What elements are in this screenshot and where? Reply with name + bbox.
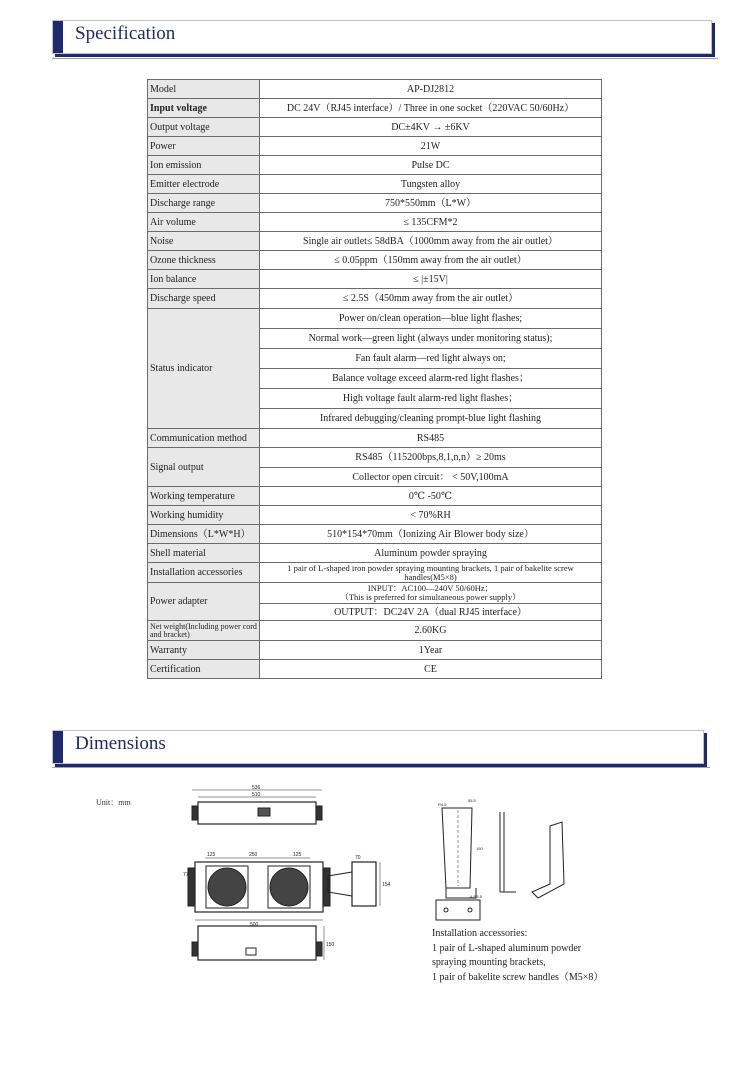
row-value: 1Year xyxy=(260,641,602,660)
bracket-drawing xyxy=(436,798,564,920)
row-label: Ion emission xyxy=(148,156,260,175)
row-value: AP-DJ2812 xyxy=(260,80,602,99)
row-value: Single air outlet≤ 58dBA（1000mm away from the air outlet） xyxy=(260,232,602,251)
table-row xyxy=(148,487,602,506)
table-row xyxy=(148,270,602,289)
dim-label: 70 xyxy=(355,855,361,861)
dim-label: 510 xyxy=(252,792,261,798)
table-row xyxy=(148,583,602,604)
specification-header xyxy=(52,20,712,54)
notes-line: 1 pair of bakelite screw handles（M5×8） xyxy=(432,971,604,983)
table-row xyxy=(148,525,602,544)
dim-label: 55.5 xyxy=(468,798,476,803)
dim-label: 125 xyxy=(293,852,302,858)
row-value: 750*550mm（L*W） xyxy=(260,194,602,213)
table-row xyxy=(148,251,602,270)
row-label: Net weight(Including power cord and bracket) xyxy=(148,621,260,641)
table-row xyxy=(148,156,602,175)
row-label: Shell material xyxy=(148,544,260,563)
row-label: Discharge speed xyxy=(148,289,260,309)
row-label: Power xyxy=(148,137,260,156)
dim-label: 536 xyxy=(252,785,261,791)
row-label: Air volume xyxy=(148,213,260,232)
row-label: Ion balance xyxy=(148,270,260,289)
row-label: Input voltage xyxy=(148,99,260,118)
table-row xyxy=(148,80,602,99)
table-row xyxy=(148,289,602,309)
table-row xyxy=(148,563,602,583)
row-value: Tungsten alloy xyxy=(260,175,602,194)
row-label: Signal output xyxy=(148,448,260,487)
row-value: OUTPUT：DC24V 2A（dual RJ45 interface） xyxy=(260,604,602,621)
row-value: Normal work—green light (always under monitoring status); xyxy=(260,329,602,349)
row-value: 510*154*70mm（Ionizing Air Blower body size） xyxy=(260,525,602,544)
row-label: Power adapter xyxy=(148,583,260,621)
table-row xyxy=(148,660,602,679)
header-accent xyxy=(53,21,63,53)
adapter-input: INPUT：AC100—240V 50/60Hz； xyxy=(367,583,494,593)
row-value: ≤ 2.5S（450mm away from the air outlet） xyxy=(260,289,602,309)
dim-label: 154 xyxy=(382,882,391,888)
row-label: Certification xyxy=(148,660,260,679)
row-value: Power on/clean operation—blue light flashes; xyxy=(260,309,602,329)
row-value: Aluminum powder spraying xyxy=(260,544,602,563)
table-row xyxy=(148,213,602,232)
row-label: Communication method xyxy=(148,429,260,448)
table-row xyxy=(148,232,602,251)
notes-line: spraying mounting brackets, xyxy=(432,957,546,968)
section-title: Specification xyxy=(75,23,176,44)
row-value: Balance voltage exceed alarm-red light flashes； xyxy=(260,369,602,389)
table-row xyxy=(148,175,602,194)
row-value: < 70%RH xyxy=(260,506,602,525)
table-row xyxy=(148,429,602,448)
row-value: CE xyxy=(260,660,602,679)
row-value: Fan fault alarm—red light always on; xyxy=(260,349,602,369)
adapter-note: （This is preferred for simultaneous power supply） xyxy=(340,592,521,602)
row-label: Installation accessories xyxy=(148,563,260,583)
table-row xyxy=(148,641,602,660)
row-label: Model xyxy=(148,80,260,99)
table-row xyxy=(148,448,602,468)
table-row xyxy=(148,621,602,641)
row-value: Collector open circuit： < 50V,100mA xyxy=(260,468,602,487)
table-row xyxy=(148,99,602,118)
dim-label: 150 xyxy=(326,942,335,948)
row-value: 1 pair of L-shaped iron powder spraying mounting brackets, 1 pair of bakelite screw handles(M5×8) xyxy=(260,563,602,583)
side-view-drawing xyxy=(328,855,391,906)
row-value: DC 24V（RJ45 interface）/ Three in one socket（220VAC 50/60Hz） xyxy=(260,99,602,118)
dim-label: 4-R5.5 xyxy=(470,894,483,899)
specification-table xyxy=(147,79,602,679)
row-value: 21W xyxy=(260,137,602,156)
front-view-drawing xyxy=(183,852,330,928)
dim-label: 190 xyxy=(476,846,483,851)
row-label: Warranty xyxy=(148,641,260,660)
row-value: ≤ 135CFM*2 xyxy=(260,213,602,232)
section-title: Dimensions xyxy=(75,733,166,754)
dim-label: 125 xyxy=(207,852,216,858)
row-value: ≤ |±15V| xyxy=(260,270,602,289)
row-value xyxy=(260,583,602,604)
notes-line: 1 pair of L-shaped aluminum powder xyxy=(432,942,582,954)
dim-label: 500 xyxy=(250,922,259,928)
table-row xyxy=(148,118,602,137)
table-row xyxy=(148,309,602,329)
row-label: Discharge range xyxy=(148,194,260,213)
row-value: Pulse DC xyxy=(260,156,602,175)
row-label: Working humidity xyxy=(148,506,260,525)
divider xyxy=(52,767,710,768)
table-row xyxy=(148,506,602,525)
table-row xyxy=(148,137,602,156)
row-value: 0℃ -50℃ xyxy=(260,487,602,506)
row-label: Working temperature xyxy=(148,487,260,506)
row-label: Emitter electrode xyxy=(148,175,260,194)
row-value: RS485 xyxy=(260,429,602,448)
row-label: Status indicator xyxy=(148,309,260,429)
table-row xyxy=(148,544,602,563)
accessories-notes xyxy=(432,927,603,985)
dimensions-header xyxy=(52,730,704,764)
row-value: Infrared debugging/cleaning prompt-blue light flashing xyxy=(260,409,602,429)
divider xyxy=(52,58,718,59)
row-value: RS485（115200bps,8,1,n,n）≥ 20ms xyxy=(260,448,602,468)
row-label: Ozone thickness xyxy=(148,251,260,270)
row-value: DC±4KV → ±6KV xyxy=(260,118,602,137)
row-label: Noise xyxy=(148,232,260,251)
header-accent xyxy=(53,731,63,763)
row-label: Dimensions（L*W*H） xyxy=(148,525,260,544)
row-value: 2.60KG xyxy=(260,621,602,641)
notes-line: Installation accessories: xyxy=(432,928,528,939)
dim-label: 250 xyxy=(249,852,258,858)
dim-label: R4.5 xyxy=(438,802,447,807)
bottom-view-drawing xyxy=(192,926,335,960)
row-label: Output voltage xyxy=(148,118,260,137)
table-row xyxy=(148,194,602,213)
top-view-drawing xyxy=(192,785,322,824)
row-value: ≤ 0.05ppm（150mm away from the air outlet） xyxy=(260,251,602,270)
dim-label: 77 xyxy=(183,872,189,878)
row-value: High voltage fault alarm-red light flashes； xyxy=(260,389,602,409)
unit-label: Unit：mm xyxy=(96,798,131,807)
